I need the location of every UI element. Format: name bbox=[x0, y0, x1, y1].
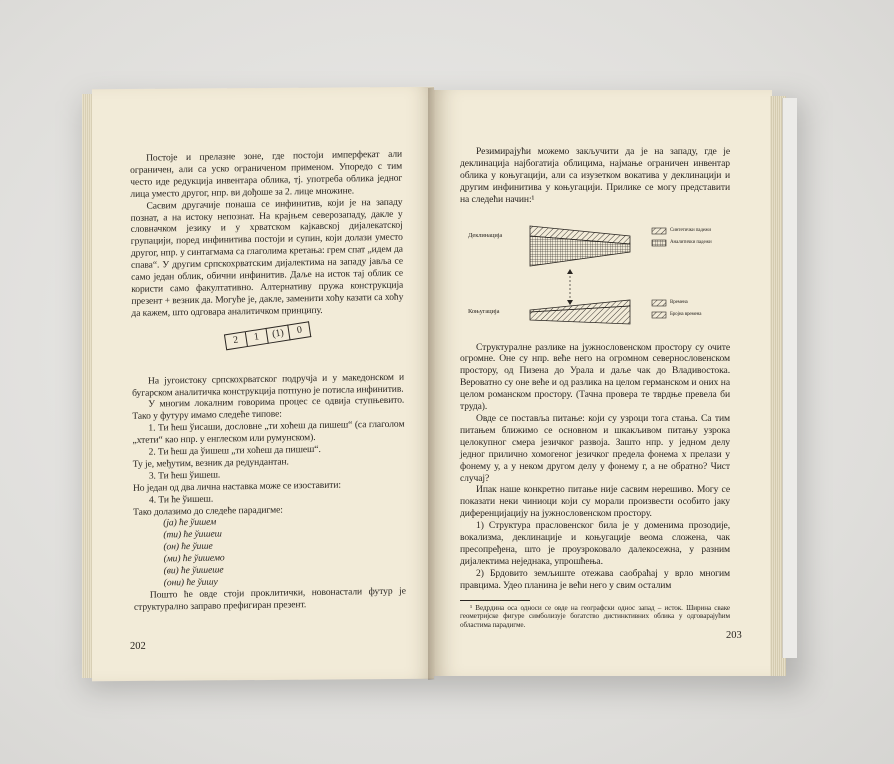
book-cover-edge bbox=[782, 98, 797, 658]
left-page-text bbox=[130, 149, 406, 614]
page-number: 203 bbox=[726, 630, 742, 641]
future-type-example: 4. Ти ће ўишеш. bbox=[148, 493, 214, 506]
legend-entry: Бројна времена bbox=[670, 311, 702, 317]
legend-entry: Времена bbox=[670, 299, 688, 305]
paragraph: Овде се поставља питање: који су узроци тога стања. Са тим питањем ближимо се основном и шкакљивом питању узрока целокупног смера језичког развоја. Зашто нпр. у једном делу једног прилично хомогеног језичког предела фонема х прелази у фонему у, а у неком другом делу у фонему г, а не обратно? Чист случај? bbox=[460, 412, 730, 484]
paradigm-line: (ја) ће ўишем bbox=[163, 517, 217, 529]
right-page-text bbox=[460, 146, 730, 629]
arrow-head-down bbox=[567, 300, 573, 305]
paradigm-line: (они) ће ўишу bbox=[163, 576, 218, 589]
open-book bbox=[78, 84, 800, 684]
footnote-rule bbox=[460, 600, 530, 601]
page-number: 202 bbox=[130, 640, 146, 652]
declension-conjugation-figure bbox=[460, 214, 730, 332]
left-page bbox=[92, 87, 434, 681]
legend-entry: Аналитички падежи bbox=[670, 239, 712, 245]
paragraph: Сасвим другачије понаша се инфинитив, који је на западу познат, а на истоку непознат. На крајњем северозападу, дакле у словначком језику и у хрватском кајкавској дијалекатској групацији, поред инфинитива постоји и супин, који долази уместо другог, нпр. у синтагмама са глаголима кретања: грем спат „идем да спава“. У другим српскохрватским дијалектима на западу јавља се само један облик, обични инфинитив. Даље на исток тај облик се користи само факултативно. Алтернативу пружа конструкција презент + везник да. Могуће је, дакле, заменити хоћу казати са хоћу да кажем, што одговара аналитичком принципу. bbox=[130, 196, 404, 319]
scheme-cell: (1) bbox=[266, 324, 290, 343]
paragraph: Структуралне разлике на јужнословенском простору су очите огромне. Оне су нпр. веће него на огромном севернословенском простору, од Пизена до Урала и даље чак до Владивостока. Вероватно су оне веће и од разлика на целом германском и оних на целом романском простору. (Тачна провера те тврдње превела би труда). bbox=[460, 341, 730, 413]
paragraph: На југоистоку српскохрватског подручја и у македонском и бугарском аналитичка конструкција потпуно је потисла инфинитив. bbox=[132, 371, 405, 399]
scheme-cell: 1 bbox=[245, 328, 268, 347]
legend-swatch bbox=[652, 240, 666, 246]
arrow-head-up bbox=[567, 269, 573, 274]
paragraph: У многим локалним говорима процес се одвија ступњевито. Тако у футуру имамо следеће типове: bbox=[132, 395, 405, 423]
footnote: ¹ Ведрдина оса односи се овде на географски однос запад – исток. Ширина сваке геометријске фигуре симболизује богатство дистинктивних облика у одговарајућим областима парадигме. bbox=[460, 603, 730, 629]
book-gutter bbox=[428, 88, 440, 680]
future-type-example: 3. Ти ћеш ўишеш. bbox=[148, 469, 221, 482]
paradigm-line: (он) ће ўише bbox=[163, 540, 213, 553]
legend-entry: Синтетички падежи bbox=[670, 227, 711, 233]
legend-swatch bbox=[652, 312, 666, 318]
figure-label-conjugation: Коњугација bbox=[468, 307, 500, 315]
paragraph: Резимирајући можемо закључити да је на западу, где је деклинација најбогатија облицима, најмање ограничен инвентар облика у коњугацији, али са изузетком вокатива у деклинацији и другим инфинитива у коњугацији. Прилике се могу представити на следећи начин:¹ bbox=[460, 146, 730, 205]
paragraph: Пошто ће овде стоји проклитички, новонастали футур је структурално заправо префигиран презент. bbox=[133, 585, 406, 613]
future-type-example: 1. Ти ћеш ўисаши, дословне „ти хоћеш да пишеш“ (са глаголом „хтети“ као нпр. у енглеском или румунском). bbox=[132, 418, 405, 447]
legend-swatch bbox=[652, 300, 666, 306]
paragraph: Постоје и прелазне зоне, где постоји имперфекат али ограничен, али са уско ограниченом применом. Упоредо с тим често иде редукција инвентара облика, тј. употреба облика једног лица уместо другог, нпр. ви дођоше за 2. лице множине. bbox=[130, 148, 403, 200]
legend-swatch bbox=[652, 228, 666, 234]
paradigm-line: (ти) ће ўишеш bbox=[163, 528, 222, 541]
right-page bbox=[434, 90, 772, 676]
scheme-cell: 0 bbox=[288, 321, 311, 340]
paragraph: 1) Структура прасловенског била је у доменима прозодије, вокализма, деклинације и коњугације веома сложена, чак пресопређена, што је проузроковало далекосежна, у разним дијалектима неједнака, упрошћења. bbox=[460, 520, 730, 567]
figure-label-declension: Деклинација bbox=[468, 231, 503, 239]
scheme-cell: 2 bbox=[224, 331, 248, 350]
future-type-example: 2. Ти ћеш да ўишеш „ти хоћеш да пишеш“. bbox=[148, 443, 321, 458]
paragraph: 2) Брдовито земљиште отежава саобраћај у врло многим правцима. Удео планина је већи него у свим осталим bbox=[460, 567, 730, 591]
paradigm-line: (ви) ће ўишеше bbox=[163, 564, 224, 577]
future-type-note: Но један од два лична наставка може се изоставити: bbox=[132, 479, 341, 494]
future-type-note: Тако долазимо до следеће парадигме: bbox=[133, 504, 283, 518]
future-type-note: Ту је, међутим, везник да редундантан. bbox=[132, 456, 289, 470]
paradigm-line: (ми) ће ўишемо bbox=[163, 552, 225, 565]
paragraph: Ипак наше конкретно питање није сасвим нерешиво. Могу се показати неки чиниоци који су морали произвести особито јаку диференцијацију на јужнословенском простору. bbox=[460, 484, 730, 520]
